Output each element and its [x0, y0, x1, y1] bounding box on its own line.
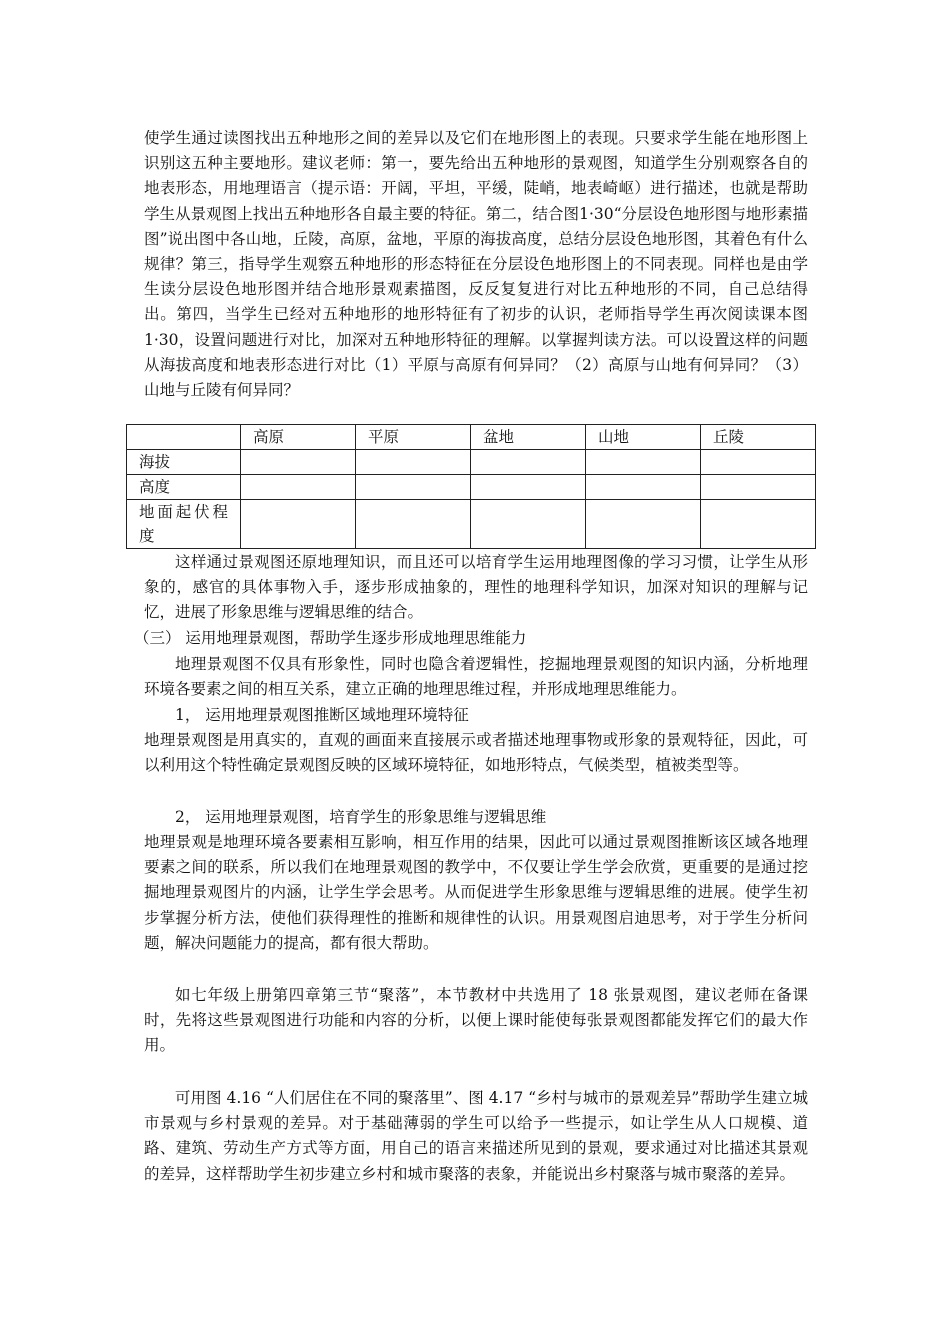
- subheading-2: 2， 运用地理景观图，培育学生的形象思维与逻辑思维: [175, 808, 547, 826]
- section-heading-3: （三） 运用地理景观图，帮助学生逐步形成地理思维能力: [134, 629, 527, 647]
- table-cell: [356, 500, 471, 549]
- table-cell: [241, 450, 356, 475]
- paragraph-regional-features: 地理景观图是用真实的，直观的画面来直接展示或者描述地理事物或形象的景观特征，因此，可以利用这个特性确定景观图反映的区域环境特征，如地形特点，气候类型，植被类型等。: [144, 731, 808, 775]
- table-cell: [701, 500, 816, 549]
- table-header-plateau: 高原: [241, 425, 356, 450]
- paragraph-image-thinking: 地理景观是地理环境各要素相互影响，相互作用的结果，因此可以通过景观图推断该区域各地理要素之间的联系，所以我们在地理景观图的教学中，不仅要让学生学会欣赏，更重要的是通过挖掘地理景观图片的内涵，让学生学会思考。从而促进学生形象思维与逻辑思维的进展。使学生初步掌握分析方法，使他们获得理性的推断和规律性的认识。用景观图启迪思考，对于学生分析问题，解决问题能力的提高，都有很大帮助。: [144, 833, 808, 952]
- table-cell: [701, 450, 816, 475]
- paragraph-landform-guidance: 使学生通过读图找出五种地形之间的差异以及它们在地形图上的表现。只要求学生能在地形图上识别这五种主要地形。建议老师：第一，要先给出五种地形的景观图，知道学生分别观察各自的地表形态，用地理语言（提示语：开阔，平坦，平缓，陡峭，地表崎岖）进行描述，也就是帮助学生从景观图上找出五种地形各自最主要的特征。第二，结合图1·30“分层设色地形图与地形素描图”说出图中各山地，丘陵，高原，盆地，平原的海拔高度，总结分层设色地形图，其着色有什么规律？第三，指导学生观察五种地形的形态特征在分层设色地形图上的不同表现。同样也是由学生读分层设色地形图并结合地形景观素描图，反反复复进行对比五种地形的不同，自己总结得出。第四，当学生已经对五种地形的地形特征有了初步的认识，老师指导学生再次阅读课本图1·30，设置问题进行对比，加深对五种地形特征的理解。以掌握判读方法。可以设置这样的问题从海拔高度和地表形态进行对比（1）平原与高原有何异同？（2）高原与山地有何异同？（3）山地与丘陵有何异同？: [144, 129, 808, 400]
- table-cell: [356, 450, 471, 475]
- row-label-relief: 地面起伏程度: [127, 500, 241, 549]
- table-row: [127, 500, 816, 549]
- table-cell: [471, 450, 586, 475]
- table-row: [127, 450, 816, 475]
- table-row: [127, 475, 816, 500]
- subheading-1: 1， 运用地理景观图推断区域地理环境特征: [175, 706, 469, 724]
- table-header-plain: 平原: [356, 425, 471, 450]
- paragraph-settlement-lesson: 如七年级上册第四章第三节“聚落”，本节教材中共选用了 18 张景观图，建议老师在备课时，先将这些景观图进行功能和内容的分析，以便上课时能使每张景观图都能发挥它们的最大作用。: [144, 986, 808, 1055]
- table-cell: [586, 475, 701, 500]
- table-cell: [471, 500, 586, 549]
- table-header-mountain: 山地: [586, 425, 701, 450]
- row-label-altitude: 海拔: [127, 450, 241, 475]
- table-cell: [356, 475, 471, 500]
- table-header-basin: 盆地: [471, 425, 586, 450]
- paragraph-urban-rural: 可用图 4.16 “人们居住在不同的聚落里”、图 4.17 “乡村与城市的景观差异”帮助学生建立城市景观与乡村景观的差异。对于基础薄弱的学生可以给予一些提示，如让学生从人口规模、道路、建筑、劳动生产方式等方面，用自己的语言来描述所见到的景观，要求通过对比描述其景观的差异，这样帮助学生初步建立乡村和城市聚落的表象，并能说出乡村聚落与城市聚落的差异。: [144, 1089, 808, 1183]
- table-cell: [471, 475, 586, 500]
- table-header-hill: 丘陵: [701, 425, 816, 450]
- paragraph-landscape-restore: 这样通过景观图还原地理知识，而且还可以培育学生运用地理图像的学习习惯，让学生从形象的，感官的具体事物入手，逐步形成抽象的，理性的地理科学知识，加深对知识的理解与记忆，进展了形象思维与逻辑思维的结合。: [144, 553, 808, 622]
- table-header-blank: [127, 425, 241, 450]
- table-cell: [701, 475, 816, 500]
- table-cell: [586, 450, 701, 475]
- table-cell: [586, 500, 701, 549]
- row-label-height: 高度: [127, 475, 241, 500]
- table-cell: [241, 500, 356, 549]
- landform-comparison-table: [126, 424, 816, 549]
- table-cell: [241, 475, 356, 500]
- paragraph-thinking-ability: 地理景观图不仅具有形象性，同时也隐含着逻辑性，挖掘地理景观图的知识内涵，分析地理环境各要素之间的相互关系，建立正确的地理思维过程，并形成地理思维能力。: [144, 655, 808, 699]
